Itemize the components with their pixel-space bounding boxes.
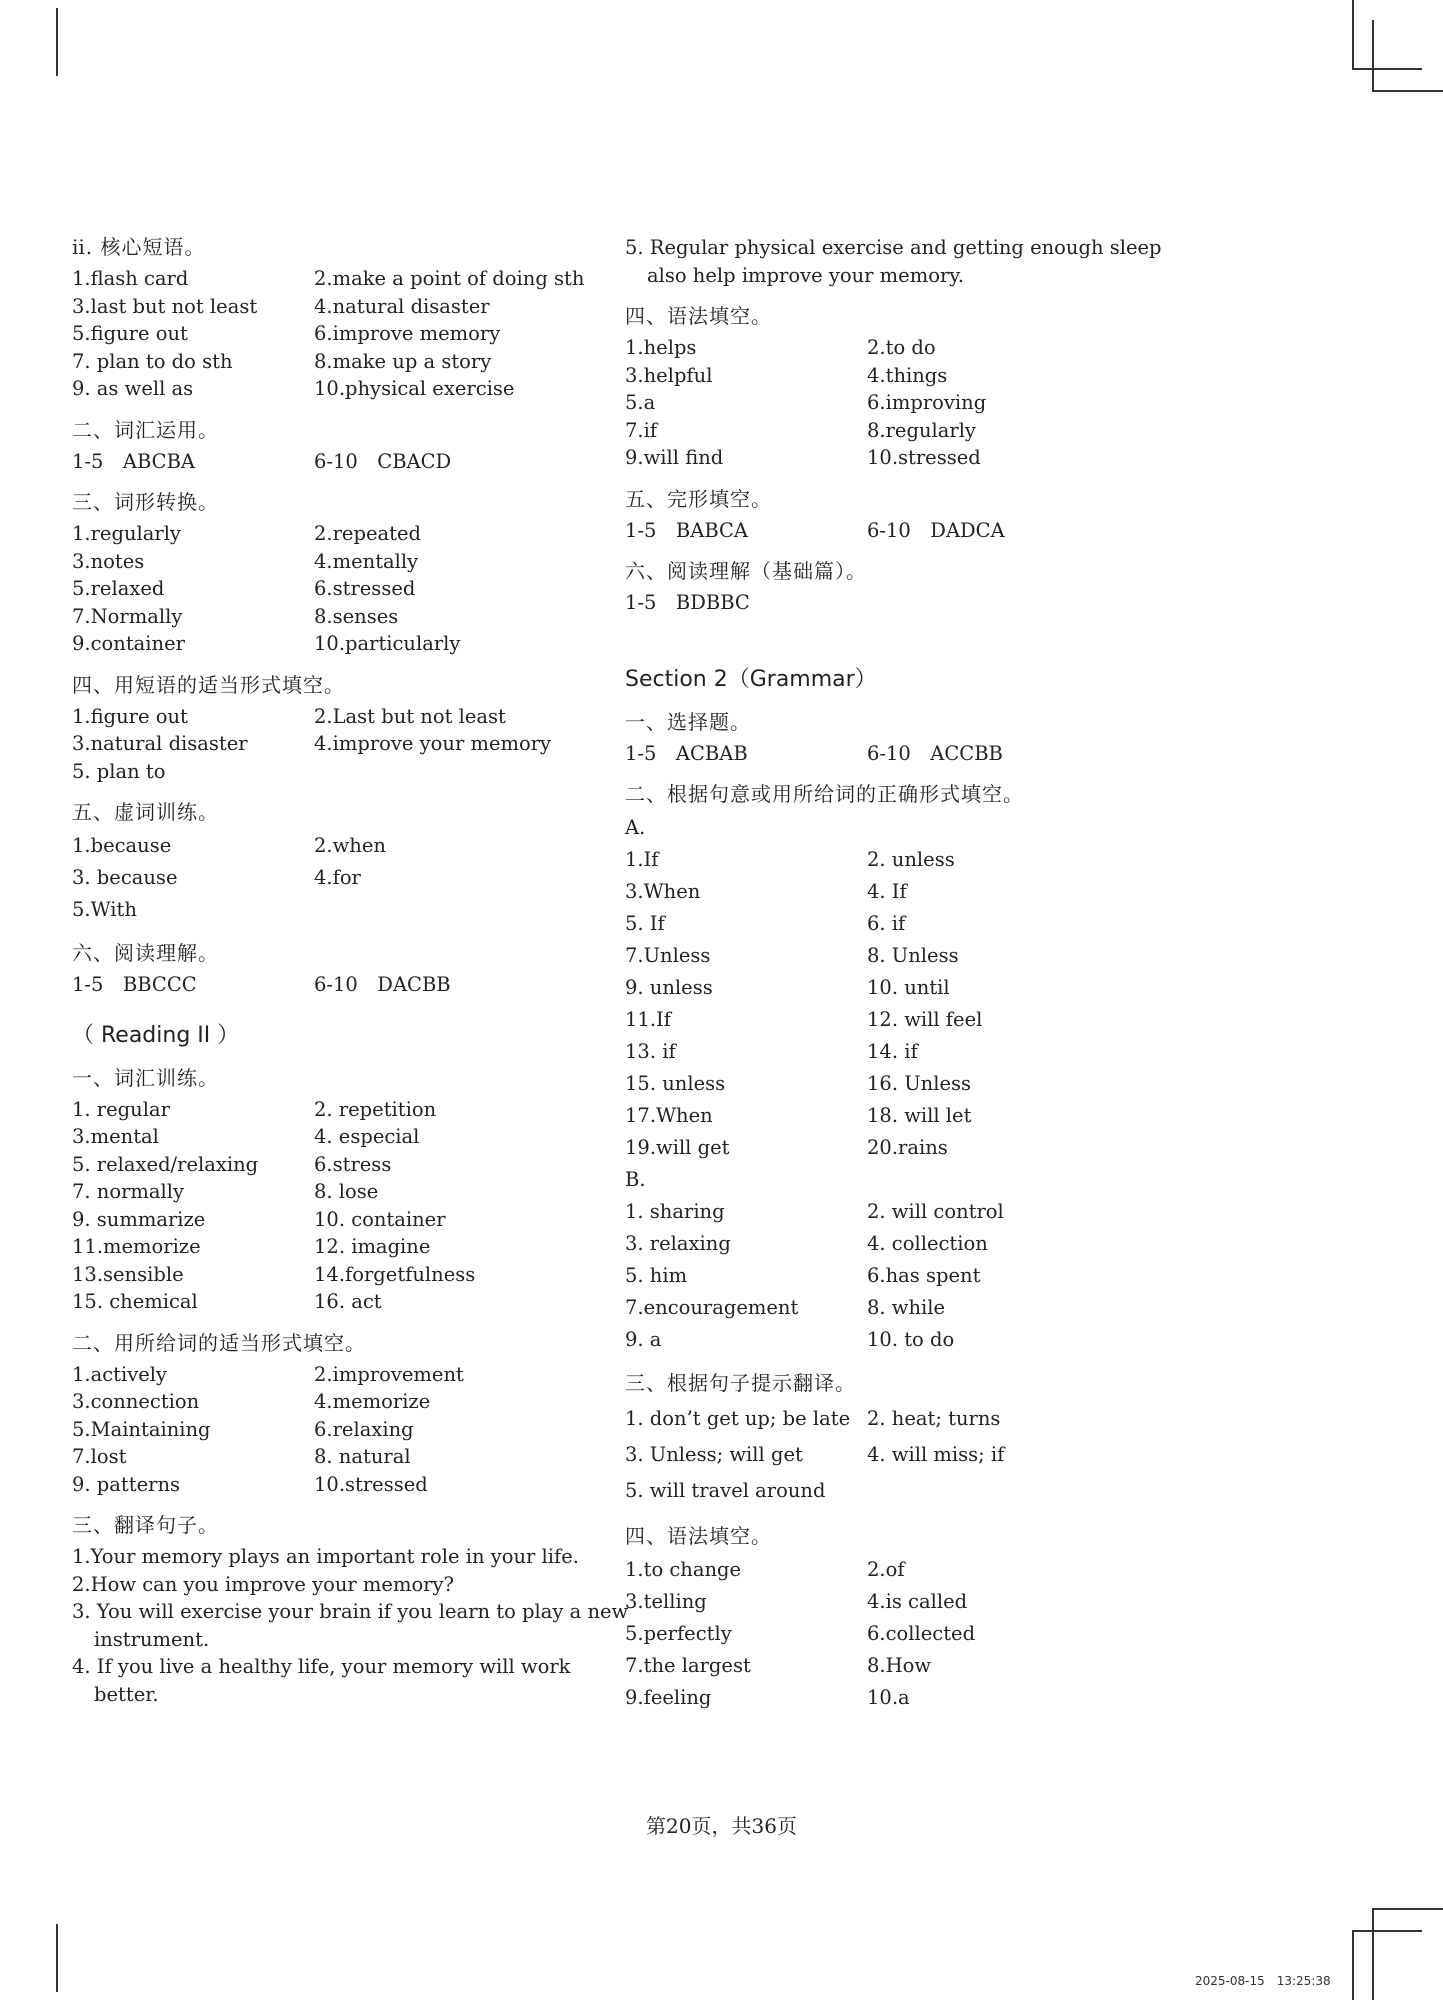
sentence: 2.How can you improve your memory? xyxy=(72,1572,454,1596)
sentence: 5. Regular physical exercise and getting enough sleep xyxy=(625,236,1162,259)
crop-mark xyxy=(56,1924,58,1992)
section-title: 四、语法填空。 xyxy=(625,1524,772,1548)
answer: 3. Unless; will get xyxy=(625,1443,803,1466)
answer: 9. as well as xyxy=(72,377,194,400)
answer: 13.sensible xyxy=(72,1262,184,1286)
answer: 3.telling xyxy=(625,1590,707,1613)
answer: 13. if xyxy=(625,1040,676,1063)
section-2-heading: Section 2（Grammar） xyxy=(625,666,877,692)
answer: 9. unless xyxy=(625,976,713,999)
section-title: 四、用短语的适当形式填空。 xyxy=(72,672,345,697)
crop-mark xyxy=(1372,90,1443,92)
answer: 9. patterns xyxy=(72,1472,181,1496)
answer: 5.Maintaining xyxy=(72,1417,211,1441)
answer: 4.things xyxy=(867,363,948,387)
crop-mark xyxy=(1352,68,1422,70)
answer: 5.figure out xyxy=(72,322,188,345)
page-number: 第20页，共36页 xyxy=(646,1814,797,1838)
section-title: 二、用所给词的适当形式填空。 xyxy=(72,1330,366,1355)
answer: 2. unless xyxy=(867,848,955,871)
answer: 16. act xyxy=(314,1290,382,1313)
answer: 1-5 ABCBA xyxy=(72,449,196,473)
translate-sentences xyxy=(72,1512,632,1708)
function-words xyxy=(72,799,632,926)
answer: 5.relaxed xyxy=(72,577,165,600)
right-column xyxy=(625,234,1185,1728)
sentence: better. xyxy=(94,1682,159,1706)
reading-basic xyxy=(625,558,1185,617)
answer: 1. don’t get up; be late xyxy=(625,1407,851,1430)
answer: 1-5 BDBBC xyxy=(625,591,750,614)
crop-mark xyxy=(1372,1908,1374,2000)
section-title: 一、选择题。 xyxy=(625,709,751,734)
answer: 10.physical exercise xyxy=(314,377,515,400)
answer: 12. will feel xyxy=(867,1008,983,1031)
answer: 5. plan to xyxy=(72,759,166,783)
answer: 2.make a point of doing sth xyxy=(314,267,585,290)
answer: 4. especial xyxy=(314,1125,420,1148)
answer: 5. him xyxy=(625,1264,688,1287)
answer: 1.If xyxy=(625,848,659,871)
section-title: 四、语法填空。 xyxy=(625,304,772,328)
answer: 8. Unless xyxy=(867,944,959,967)
answer: 4.for xyxy=(314,866,361,889)
section-title: 二、词汇运用。 xyxy=(72,417,219,442)
answer: 2. repetition xyxy=(314,1097,437,1121)
crop-mark xyxy=(1352,0,1354,70)
translate-continued xyxy=(625,234,1185,289)
answer: 1-5 ACBAB xyxy=(625,741,748,765)
answer: 6.has spent xyxy=(867,1264,981,1287)
sentence: instrument. xyxy=(94,1627,210,1651)
cloze xyxy=(625,486,1185,545)
answer: 8.regularly xyxy=(867,418,976,442)
answer: 6-10 ACCBB xyxy=(867,741,1003,765)
answer: 10.a xyxy=(867,1686,910,1709)
section-title: 二、根据句意或用所给词的正确形式填空。 xyxy=(625,782,1024,806)
answer: 2.to do xyxy=(867,336,936,359)
answer: 6.improving xyxy=(867,391,987,414)
answer: 2.Last but not least xyxy=(314,704,506,728)
answer: 10.stressed xyxy=(314,1472,428,1496)
answer: 6-10 DACBB xyxy=(314,973,451,996)
answer: 7.encouragement xyxy=(625,1296,799,1319)
answer: 10.stressed xyxy=(867,446,981,469)
answer: 1.helps xyxy=(625,336,697,359)
answer: 8. lose xyxy=(314,1180,379,1203)
answer: 7. plan to do sth xyxy=(72,349,233,373)
answer: 12. imagine xyxy=(314,1235,431,1258)
sentence: 1.Your memory plays an important role in your life. xyxy=(72,1545,579,1568)
answer: 3.mental xyxy=(72,1125,159,1148)
answer: 3.natural disaster xyxy=(72,732,248,755)
answer: 6.improve memory xyxy=(314,322,501,345)
answer: 3.notes xyxy=(72,549,145,573)
section-title: 三、词形转换。 xyxy=(72,490,219,514)
section-title: ⅱ. 核心短语。 xyxy=(72,235,206,259)
word-forms xyxy=(72,489,632,658)
answer: 2. heat; turns xyxy=(867,1407,1001,1430)
answer: 4.natural disaster xyxy=(314,294,490,318)
vocab-training xyxy=(72,1065,632,1316)
answer: 11.memorize xyxy=(72,1235,201,1258)
hint-translate xyxy=(625,1370,1185,1509)
crop-mark xyxy=(56,8,58,76)
answer: 19.will get xyxy=(625,1136,730,1159)
answer: 9.will find xyxy=(625,446,724,469)
crop-mark xyxy=(1372,20,1374,92)
answer: 5. If xyxy=(625,912,665,935)
answer: 1. regular xyxy=(72,1097,170,1121)
phrase-fill xyxy=(72,672,632,786)
answer xyxy=(314,758,632,786)
answer xyxy=(867,1473,1185,1509)
left-column xyxy=(72,234,632,1722)
answer: 8. natural xyxy=(314,1445,411,1468)
answer: 1.figure out xyxy=(72,704,188,728)
answer: 7. normally xyxy=(72,1180,185,1203)
answer: 10. until xyxy=(867,976,950,999)
answer: 7.Unless xyxy=(625,944,711,967)
answer: 2.when xyxy=(314,834,386,857)
answer: 7.Normally xyxy=(72,604,183,628)
answer: 8.senses xyxy=(314,604,399,628)
section-title: 一、词汇训练。 xyxy=(72,1065,219,1090)
answer: 3.helpful xyxy=(625,363,713,387)
answer: 10.particularly xyxy=(314,632,461,655)
answer: 20.rains xyxy=(867,1136,948,1159)
answer: 5.perfectly xyxy=(625,1622,732,1645)
answer: 4. If xyxy=(867,880,907,903)
section-title: 三、根据句子提示翻译。 xyxy=(625,1371,856,1395)
part-label: B. xyxy=(625,1168,646,1191)
answer: 5.a xyxy=(625,391,656,414)
crop-mark xyxy=(1352,1930,1422,1932)
sentence: 4. If you live a healthy life, your memory will work xyxy=(72,1655,571,1678)
answer: 4. collection xyxy=(867,1232,988,1255)
sentence: 3. You will exercise your brain if you learn to play a new xyxy=(72,1600,629,1623)
crop-mark xyxy=(1372,1908,1443,1910)
answer: 6.relaxing xyxy=(314,1417,414,1441)
answer: 6.collected xyxy=(867,1622,976,1645)
answer: 8.make up a story xyxy=(314,349,492,373)
answer: 1-5 BBCCC xyxy=(72,973,197,996)
answer: 3. relaxing xyxy=(625,1232,731,1255)
section-title: 五、虚词训练。 xyxy=(72,800,219,824)
answer: 4.mentally xyxy=(314,549,419,573)
answer: 9.feeling xyxy=(625,1686,712,1709)
answer: 6.stressed xyxy=(314,577,416,600)
answer: 15. unless xyxy=(625,1072,726,1095)
answer: 1. sharing xyxy=(625,1200,725,1223)
answer: 10. container xyxy=(314,1207,446,1231)
answer: 1.actively xyxy=(72,1362,168,1386)
answer: 2. will control xyxy=(867,1200,1004,1223)
answer: 4.improve your memory xyxy=(314,732,552,755)
answer: 1-5 BABCA xyxy=(625,518,749,542)
answer: 3. because xyxy=(72,866,178,889)
vocab-use xyxy=(72,417,632,476)
answer: 10. to do xyxy=(867,1328,955,1351)
grammar-fill-2 xyxy=(625,1523,1185,1714)
answer: 1.because xyxy=(72,834,172,857)
answer: 3.connection xyxy=(72,1390,200,1413)
answer: 5. relaxed/relaxing xyxy=(72,1152,259,1176)
answer: 9. summarize xyxy=(72,1207,206,1231)
answer: 14.forgetfulness xyxy=(314,1262,476,1286)
answer: 1.to change xyxy=(625,1558,742,1581)
given-word-fill xyxy=(72,1330,632,1499)
answer: 6.stress xyxy=(314,1152,392,1176)
section-title: 五、完形填空。 xyxy=(625,486,772,511)
answer: 4.is called xyxy=(867,1590,968,1613)
section-title: 三、翻译句子。 xyxy=(72,1513,219,1537)
answer: 7.if xyxy=(625,418,658,442)
answer: 11.If xyxy=(625,1008,671,1031)
correct-form-fill xyxy=(625,781,1185,1356)
answer: 2.of xyxy=(867,1558,905,1581)
answer: 4.memorize xyxy=(314,1390,431,1413)
reading-ii-heading: （ Reading II ） xyxy=(72,1022,240,1048)
crop-mark xyxy=(1352,1930,1354,2000)
answer: 1.flash card xyxy=(72,267,189,290)
answer: 7.the largest xyxy=(625,1654,751,1677)
answer: 16. Unless xyxy=(867,1072,971,1095)
answer: 3.When xyxy=(625,880,701,903)
answer: 2.repeated xyxy=(314,522,421,545)
answer: 18. will let xyxy=(867,1104,972,1127)
answer: 3.last but not least xyxy=(72,294,258,318)
answer: 9. a xyxy=(625,1328,662,1351)
answer: 2.improvement xyxy=(314,1362,464,1386)
section-title: 六、阅读理解。 xyxy=(72,941,219,965)
answer xyxy=(314,894,632,926)
core-phrases xyxy=(72,234,632,403)
answer: 8. while xyxy=(867,1296,946,1319)
answer: 15. chemical xyxy=(72,1290,198,1313)
answer: 17.When xyxy=(625,1104,713,1127)
answer: 6-10 CBACD xyxy=(314,449,452,473)
print-timestamp: 2025-08-15 13:25:38 xyxy=(1195,1974,1331,1988)
part-label: A. xyxy=(625,816,646,839)
answer: 7.lost xyxy=(72,1445,127,1468)
answer: 5. will travel around xyxy=(625,1479,826,1502)
answer: 4. will miss; if xyxy=(867,1443,1005,1466)
answer: 8.How xyxy=(867,1654,932,1677)
answer: 14. if xyxy=(867,1040,918,1063)
multiple-choice xyxy=(625,709,1185,768)
answer: 5.With xyxy=(72,898,137,921)
reading-comprehension xyxy=(72,940,632,999)
answer: 6-10 DADCA xyxy=(867,518,1005,542)
answer: 6. if xyxy=(867,912,906,935)
section-title: 六、阅读理解（基础篇）。 xyxy=(625,559,867,583)
answer: 1.regularly xyxy=(72,522,181,545)
grammar-fill xyxy=(625,303,1185,472)
sentence: also help improve your memory. xyxy=(647,263,964,287)
answer: 9.container xyxy=(72,632,185,655)
